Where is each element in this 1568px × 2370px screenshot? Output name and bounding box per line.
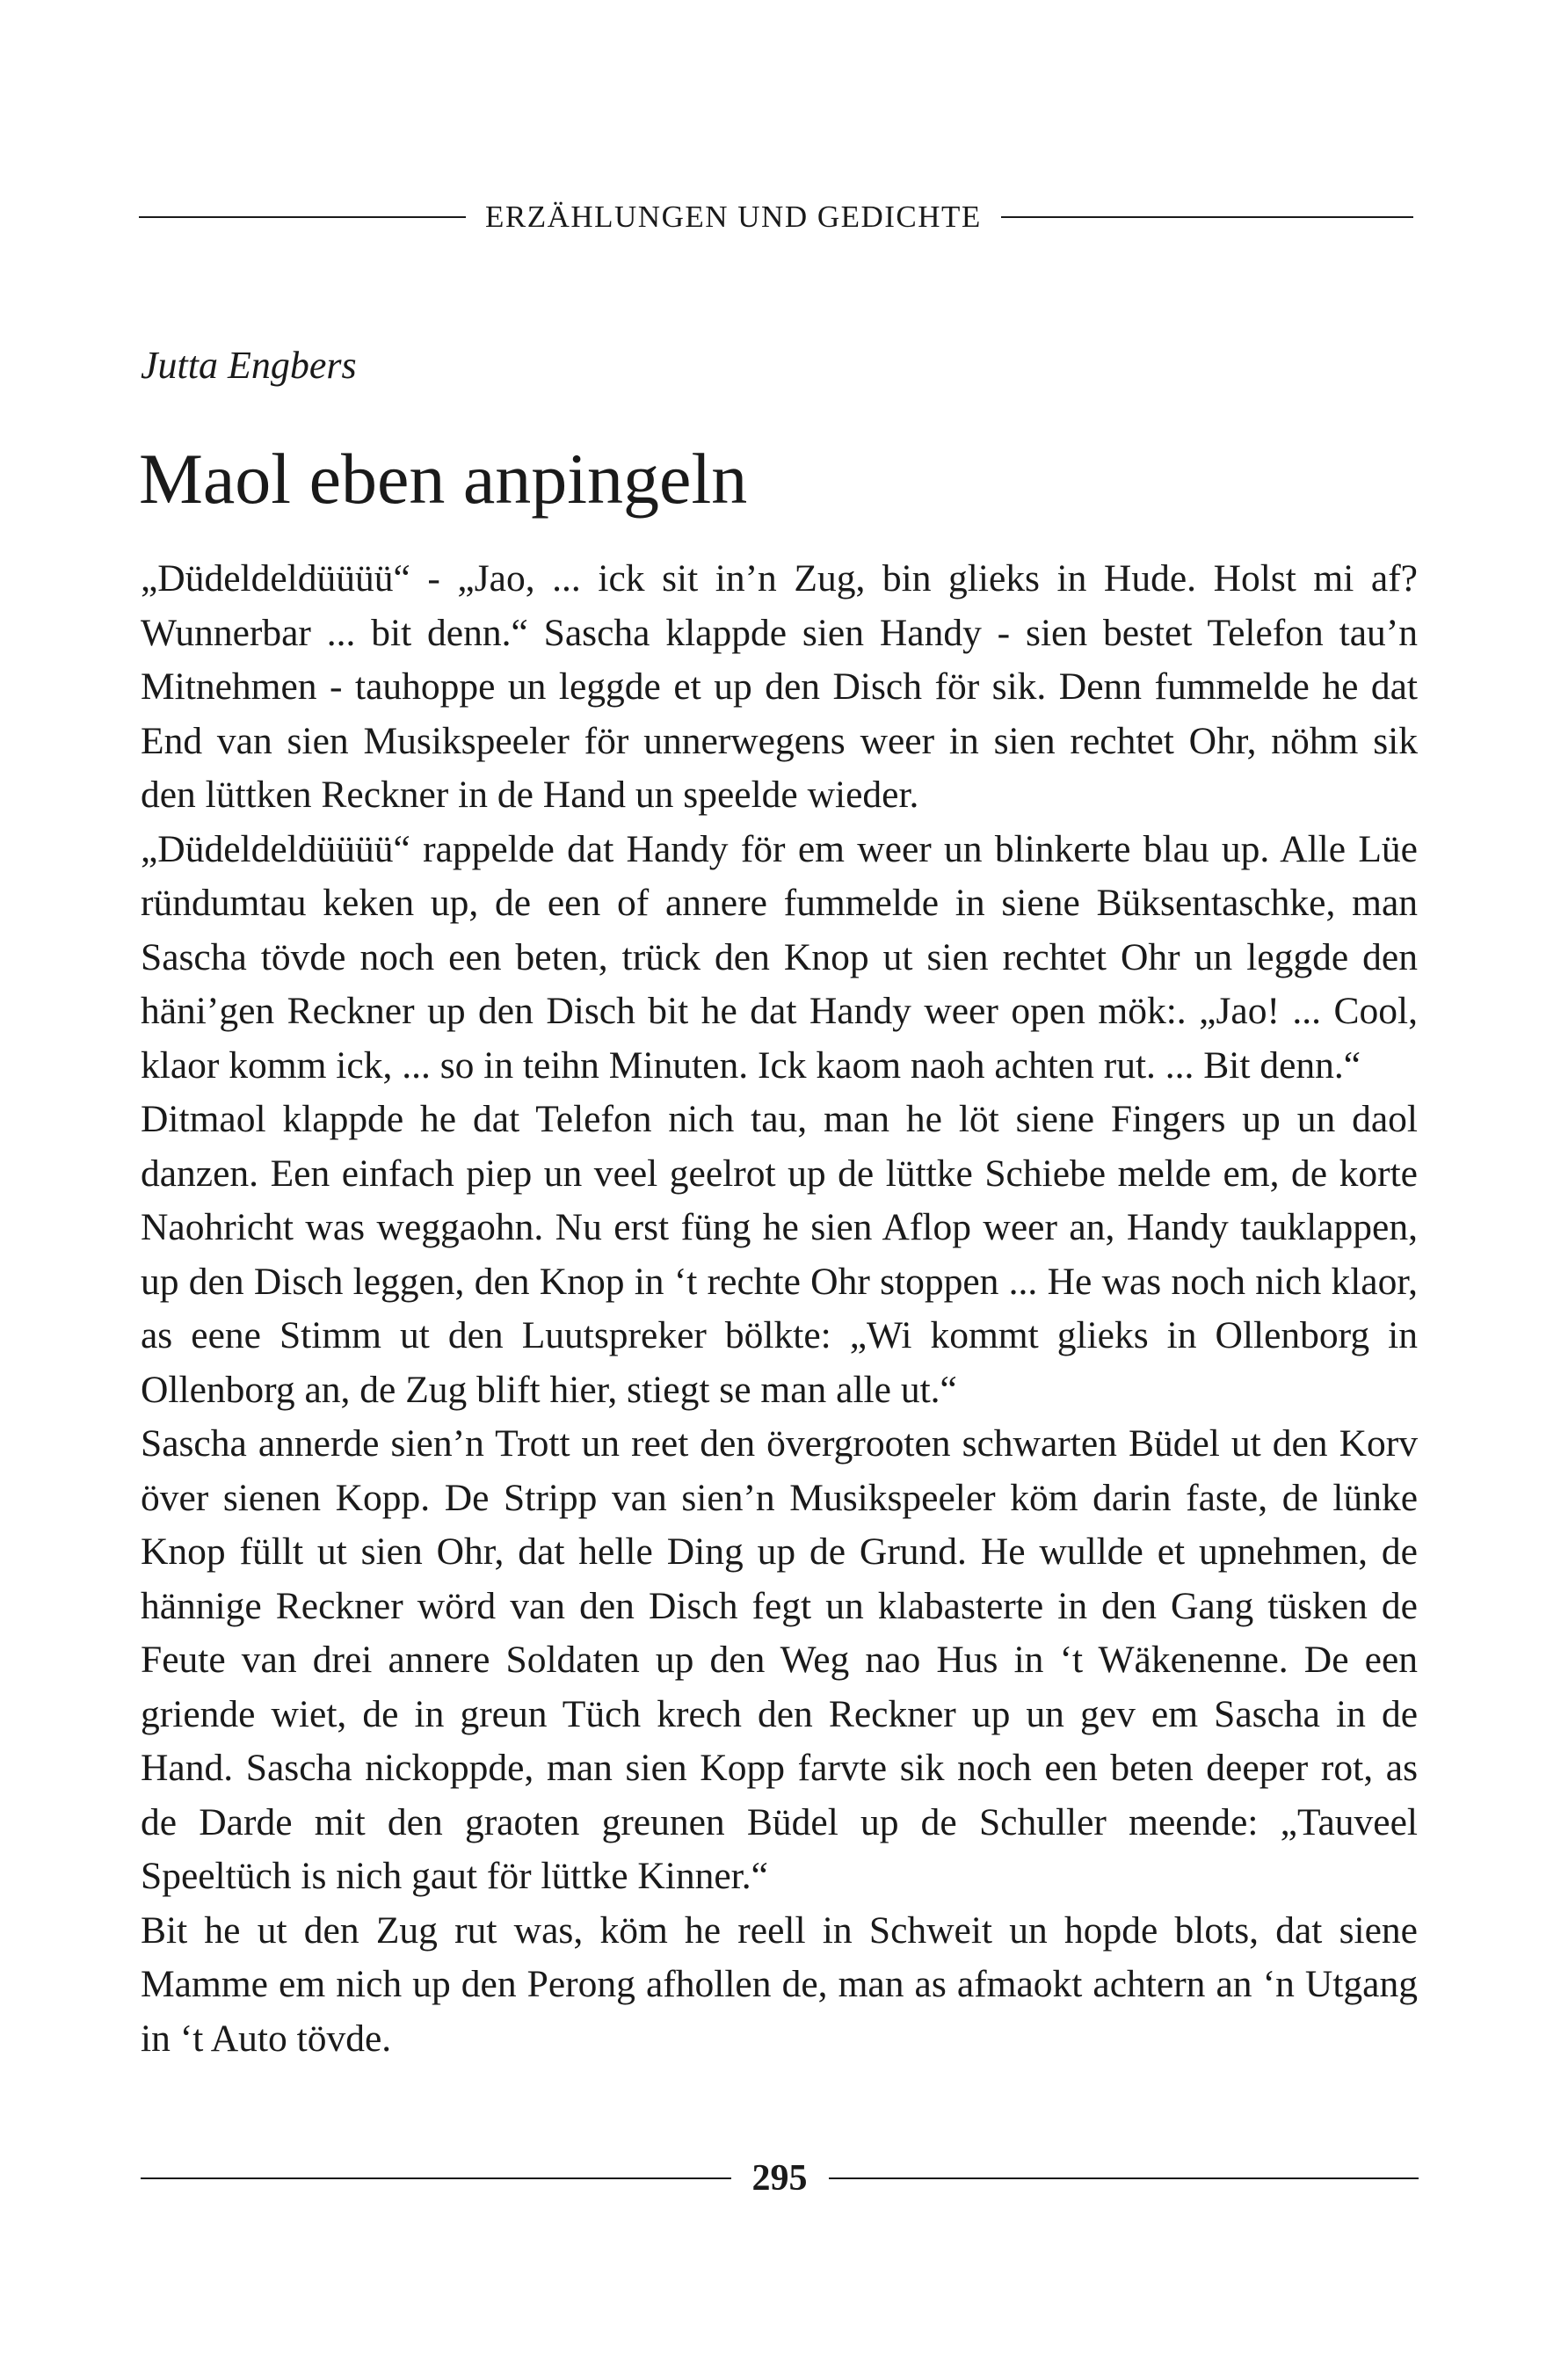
- footer-rule-right: [829, 2177, 1419, 2179]
- page-number: 295: [751, 2158, 808, 2199]
- paragraph: „Düdeldeldüüüü“ - „Jao, ... ick sit in’n Zug, bin glieks in Hude. Holst mi af? Wunnerbar ... bit denn.“ Sascha klappde sien Handy - sien bestet Telefon tau’n Mitnehmen - tauhoppe un leggde et up den Disch för sik. Denn fummelde he dat End van sien Musikspeeler för unnerwegens weer in sien rechtet Ohr, nöhm sik den lüttken Reckner in de Hand un speelde wieder.: [141, 557, 1418, 816]
- page-footer: [141, 2152, 1419, 2205]
- article-title: Maol eben anpingeln: [139, 439, 748, 519]
- running-head-rule-left: [139, 216, 466, 218]
- paragraph: „Düdeldeldüüüü“ rappelde dat Handy för em weer un blinkerte blau up. Alle Lüe ründumtau keken up, de een of annere fummelde in siene Büksentaschke, man Sascha tövde noch een beten, trück den Knop ut sien rechtet Ohr un leggde den häni’gen Reckner up den Disch bit he dat Handy weer open mök:. „Jao! ... Cool, klaor komm ick, ... so in teihn Minuten. Ick kaom naoh achten rut. ... Bit denn.“: [141, 827, 1418, 1087]
- running-head-text: ERZÄHLUNGEN UND GEDICHTE: [485, 200, 982, 234]
- author-name: Jutta Engbers: [141, 344, 357, 387]
- running-head-rule-right: [1001, 216, 1413, 218]
- paragraph: Sascha annerde sien’n Trott un reet den övergrooten schwarten Büdel ut den Korv över sienen Kopp. De Stripp van sien’n Musikspeeler köm darin faste, de lünke Knop füllt ut sien Ohr, dat helle Ding up de Grund. He wullde et upnehmen, de hännige Reckner wörd van den Disch fegt un klabasterte in den Gang tüsken de Feute van drei annere Soldaten up den Weg nao Hus in ‘t Wäkenenne. De een griende wiet, de in greun Tüch krech den Reckner up un gev em Sascha in de Hand. Sascha nickoppde, man sien Kopp farvte sik noch een beten deeper rot, as de Darde mit den graoten greunen Büdel up de Schuller meende: „Tauveel Speeltüch is nich gaut för lüttke Kinner.“: [141, 1422, 1418, 1897]
- paragraph: Bit he ut den Zug rut was, köm he reell in Schweit un hopde blots, dat siene Mamme em nich up den Perong afhollen de, man as afmaokt achtern an ‘n Utgang in ‘t Auto tövde.: [141, 1908, 1418, 2060]
- paragraph: Ditmaol klappde he dat Telefon nich tau, man he löt siene Fingers up un daol danzen. Een einfach piep un veel geelrot up de lüttke Schiebe melde em, de korte Naohricht was weggaohn. Nu erst füng he sien Aflop weer an, Handy tauklappen, up den Disch leggen, den Knop in ‘t rechte Ohr stoppen ... He was noch nich klaor, as eene Stimm ut den Luutspreker bölkte: „Wi kommt glieks in Ollenborg in Ollenborg an, de Zug blift hier, stiegt se man alle ut.“: [141, 1098, 1418, 1411]
- footer-rule-left: [141, 2177, 731, 2179]
- running-head: [139, 195, 1413, 239]
- article-body: [141, 552, 1418, 2066]
